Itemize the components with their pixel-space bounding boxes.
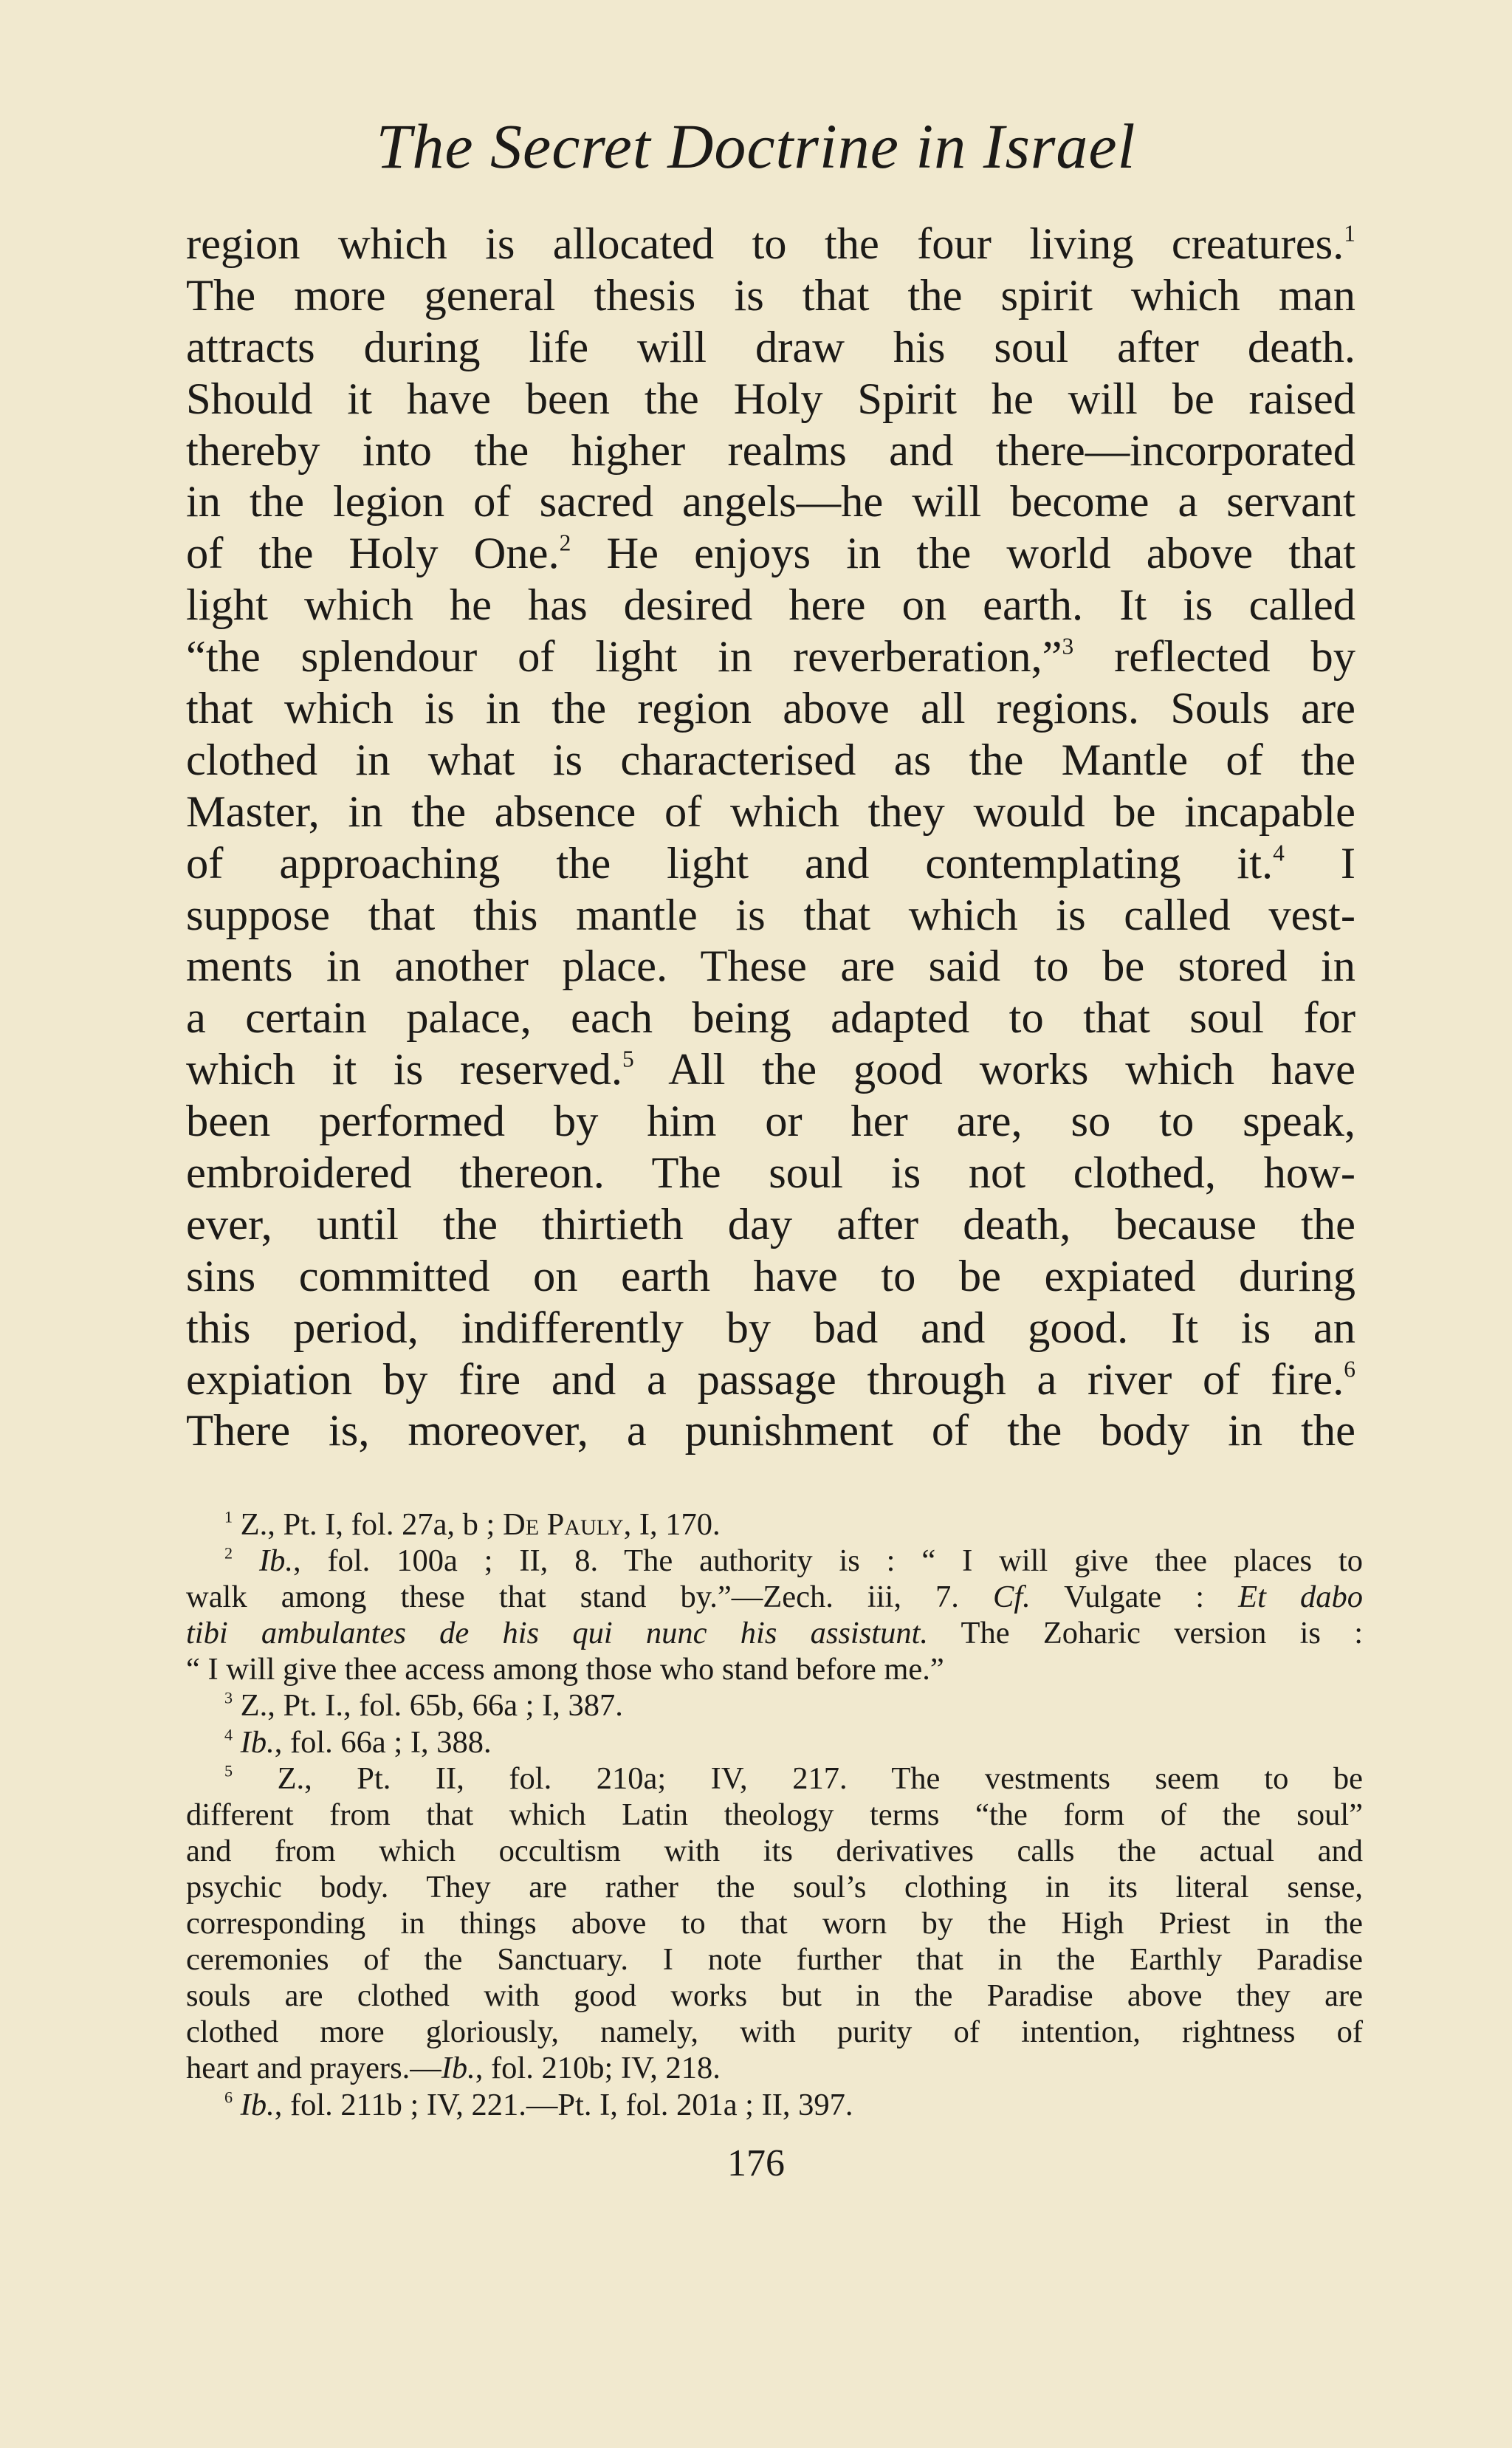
body-line: expiation by fire and a passage through a river of fire.$^6$ bbox=[186, 1354, 1355, 1405]
body-line: a certain palace, each being adapted to that soul for bbox=[186, 993, 1355, 1043]
body-line: clothed in what is characterised as the Mantle of the bbox=[186, 735, 1355, 785]
body-line: ever, until the thirtieth day after death, because the bbox=[186, 1199, 1355, 1249]
body-line: suppose that this mantle is that which is called vest- bbox=[186, 890, 1355, 940]
footnote-ref: 5 bbox=[622, 1046, 634, 1072]
footnote-mark: 1 bbox=[224, 1507, 233, 1526]
footnote-5-line: clothed more gloriously, namely, with purity of intention, rightness of bbox=[186, 2015, 1363, 2050]
body-line: Master, in the absence of which they would be incapable bbox=[186, 786, 1355, 837]
footnote-mark: 6 bbox=[224, 2087, 233, 2106]
body-line: of the Holy One.$^2$ He enjoys in the world above that bbox=[186, 529, 1356, 579]
footnote-3: $^3$ Z., Pt. I., fol. 65b, 66a ; I, 387. bbox=[224, 1688, 623, 1724]
body-line: There is, moreover, a punishment of the body in the bbox=[186, 1406, 1355, 1456]
footnote-5-line: corresponding in things above to that worn by the High Priest in the bbox=[186, 1906, 1363, 1941]
page-number: 176 bbox=[727, 2142, 785, 2184]
author-name: De Pauly bbox=[503, 1507, 624, 1542]
footnote-ref: 3 bbox=[1062, 633, 1074, 659]
footnote-ref: 1 bbox=[1344, 220, 1355, 247]
footnote-ref: 4 bbox=[1273, 840, 1285, 866]
body-line: of approaching the light and contemplating it.$^4$ I bbox=[186, 838, 1355, 888]
body-line: thereby into the higher realms and there—incorporated bbox=[186, 425, 1355, 476]
footnote-2: $^2$ Ib., fol. 100a ; II, 8. The authority is : “ I will give thee places to bbox=[224, 1543, 1363, 1579]
body-line: sins committed on earth have to be expiated during bbox=[186, 1251, 1355, 1301]
footnote-ref: 2 bbox=[559, 529, 571, 556]
running-head: The Secret Doctrine in Israel bbox=[376, 111, 1136, 182]
footnote-mark: 4 bbox=[224, 1725, 233, 1744]
footnote-mark: 3 bbox=[224, 1688, 233, 1707]
body-line: embroidered thereon. The soul is not clothed, how- bbox=[186, 1148, 1355, 1199]
footnote-5-line: different from that which Latin theology terms “the form of the soul” bbox=[186, 1797, 1363, 1832]
footnote-5-line: psychic body. They are rather the soul’s clothing in its literal sense, bbox=[186, 1869, 1363, 1904]
footnote-1: $^1$ Z., Pt. I, fol. 27a, b ; De Pauly, I, 170. bbox=[224, 1507, 721, 1542]
footnote-2-line: “ I will give thee access among those who stand before me.” bbox=[186, 1652, 944, 1687]
body-line: ments in another place. These are said to be stored in bbox=[186, 942, 1355, 992]
body-line: that which is in the region above all regions. Souls are bbox=[186, 684, 1355, 734]
footnote-mark: 5 bbox=[224, 1761, 233, 1780]
body-line: been performed by him or her are, so to speak, bbox=[186, 1097, 1355, 1147]
footnote-5-line: ceremonies of the Sanctuary. I note further that in the Earthly Paradise bbox=[186, 1942, 1363, 1978]
body-line: region which is allocated to the four living creatures.$^1$ bbox=[186, 219, 1355, 269]
body-line: Should it have been the Holy Spirit he will be raised bbox=[186, 374, 1355, 424]
footnote-5-line: souls are clothed with good works but in the Paradise above they are bbox=[186, 1978, 1363, 2014]
footnote-5-line: and from which occultism with its derivatives calls the actual and bbox=[186, 1833, 1363, 1868]
body-line: The more general thesis is that the spirit which man bbox=[186, 270, 1355, 320]
footnote-mark: 2 bbox=[224, 1543, 233, 1563]
body-line: which it is reserved.$^5$ All the good works which have bbox=[186, 1045, 1355, 1095]
footnote-2-line: walk among these that stand by.”—Zech. iii, 7. Cf. Vulgate : Et dabo bbox=[186, 1580, 1363, 1615]
body-text bbox=[186, 219, 1355, 1457]
footnote-2-line: tibi ambulantes de his qui nunc his assistunt. The Zoharic version is : bbox=[186, 1616, 1363, 1651]
body-line: “the splendour of light in reverberation,”$^3$ reflected by bbox=[186, 632, 1356, 682]
footnote-4: $^4$ Ib., fol. 66a ; I, 388. bbox=[224, 1724, 492, 1760]
body-line: this period, indifferently by bad and good. It is an bbox=[186, 1303, 1355, 1353]
footnote-ref: 6 bbox=[1344, 1356, 1355, 1382]
footnote-5: $^5$ Z., Pt. II, fol. 210a; IV, 217. The vestments seem to be bbox=[224, 1760, 1363, 1796]
footnote-5-line: heart and prayers.—Ib., fol. 210b; IV, 218. bbox=[186, 2051, 721, 2086]
body-line: light which he has desired here on earth. It is called bbox=[186, 580, 1355, 631]
body-line: in the legion of sacred angels—he will become a servant bbox=[186, 477, 1355, 527]
body-line: attracts during life will draw his soul after death. bbox=[186, 322, 1355, 372]
footnote-6: $^6$ Ib., fol. 211b ; IV, 221.—Pt. I, fol. 201a ; II, 397. bbox=[224, 2087, 853, 2122]
footnotes bbox=[186, 1506, 1363, 2123]
